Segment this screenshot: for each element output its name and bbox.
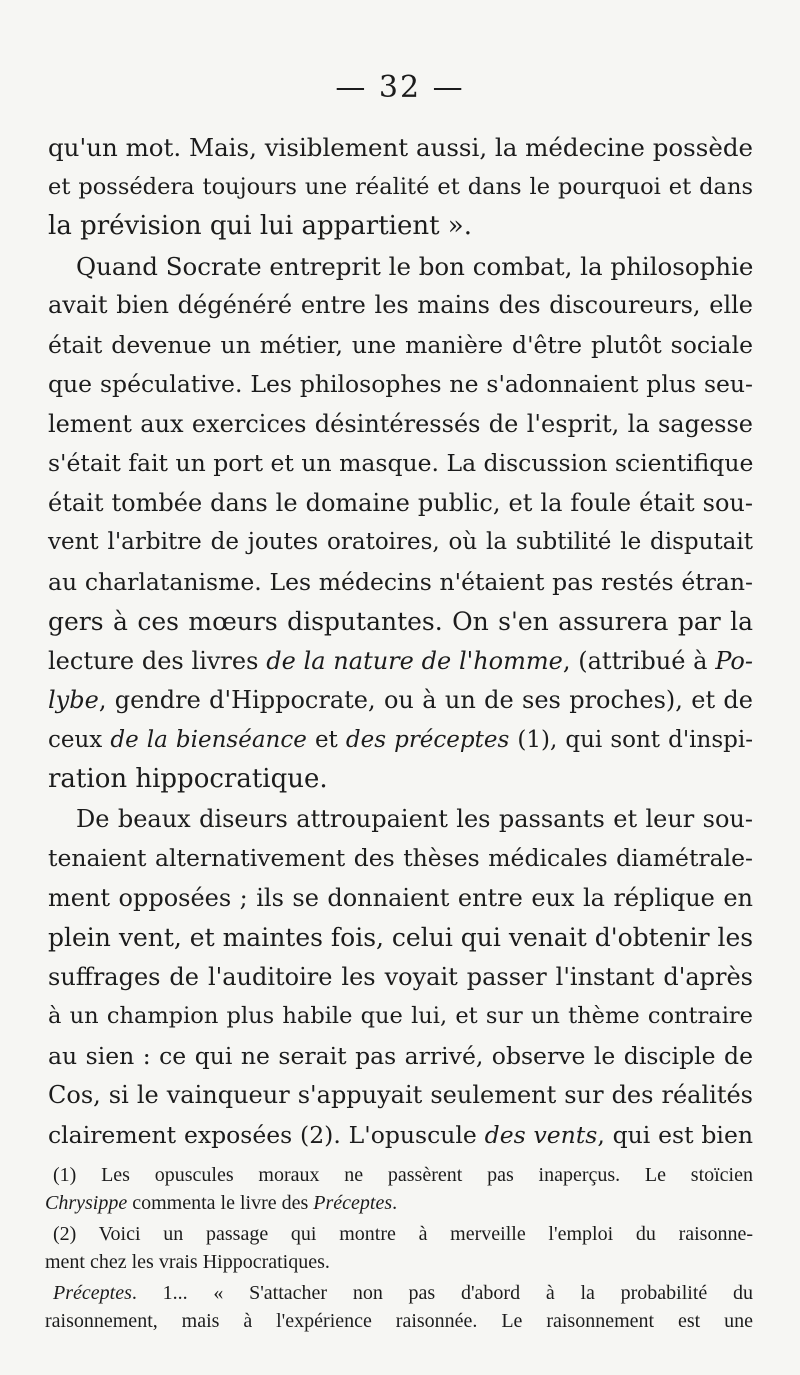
text-line: ration hippocratique. bbox=[48, 764, 328, 794]
text-line: lybe, gendre d'Hippocrate, ou à un de ses proches), et de bbox=[48, 686, 753, 714]
text-line: De beaux diseurs attroupaient les passants et leur sou- bbox=[76, 804, 753, 833]
text-line: suffrages de l'auditoire les voyait passer l'instant d'après bbox=[48, 962, 753, 991]
footnote-line: Chrysippe commenta le livre des Préceptes. bbox=[45, 1191, 398, 1214]
text-line: à un champion plus habile que lui, et sur un thème contraire bbox=[48, 1003, 753, 1029]
text-line: Quand Socrate entreprit le bon combat, la philosophie bbox=[76, 251, 754, 281]
text-line: plein vent, et maintes fois, celui qui venait d'obtenir les bbox=[48, 923, 754, 952]
text-line: s'était fait un port et un masque. La discussion scientifique bbox=[48, 449, 754, 477]
text-line: Cos, si le vainqueur s'appuyait seulement sur des réalités bbox=[48, 1081, 753, 1109]
page-number: — 32 — bbox=[335, 70, 465, 105]
text-line: était tombée dans le domaine public, et la foule était sou- bbox=[48, 488, 753, 517]
text-line: au sien : ce qui ne serait pas arrivé, observe le disciple de bbox=[48, 1041, 753, 1070]
text-line: gers à ces mœurs disputantes. On s'en assurera par la bbox=[48, 607, 753, 636]
text-line: vent l'arbitre de joutes oratoires, où la subtilité le disputait bbox=[48, 529, 753, 555]
footnote-line: (2) Voici un passage qui montre à merveille l'emploi du raisonne- bbox=[53, 1223, 753, 1245]
footnote-line: raisonnement, mais à l'expérience raisonnée. Le raisonnement est une bbox=[45, 1309, 753, 1332]
footnote-line: (1) Les opuscules moraux ne passèrent pas inaperçus. Le stoïcien bbox=[53, 1164, 753, 1186]
text-line: tenaient alternativement des thèses médicales diamétrale- bbox=[48, 844, 753, 872]
footnotes bbox=[45, 1162, 753, 1335]
text-line: la prévision qui lui appartient ». bbox=[48, 211, 472, 241]
text-line: lecture des livres de la nature de l'homme, (attribué à Po- bbox=[48, 646, 753, 675]
text-line: au charlatanisme. Les médecins n'étaient pas restés étran- bbox=[48, 567, 753, 596]
text-line: avait bien dégénéré entre les mains des discoureurs, elle bbox=[48, 291, 753, 319]
text-line: ceux de la bienséance et des préceptes (1), qui sont d'inspi- bbox=[48, 726, 753, 753]
main-text bbox=[48, 128, 753, 1155]
text-line: était devenue un métier, une manière d'être plutôt sociale bbox=[48, 330, 753, 359]
text-line: qu'un mot. Mais, visiblement aussi, la médecine possède bbox=[48, 133, 753, 162]
text-line: et possédera toujours une réalité et dans le pourquoi et dans bbox=[48, 173, 753, 200]
text-line: lement aux exercices désintéressés de l'esprit, la sagesse bbox=[48, 409, 753, 438]
text-line: clairement exposées (2). L'opuscule des vents, qui est bien bbox=[48, 1120, 753, 1149]
footnote-line: Préceptes. 1... « S'attacher non pas d'abord à la probabilité du bbox=[53, 1282, 753, 1304]
text-line: ment opposées ; ils se donnaient entre eux la réplique en bbox=[48, 883, 753, 912]
footnote-line: ment chez les vrais Hippocratiques. bbox=[45, 1250, 330, 1273]
text-line: que spéculative. Les philosophes ne s'adonnaient plus seu- bbox=[48, 370, 753, 398]
